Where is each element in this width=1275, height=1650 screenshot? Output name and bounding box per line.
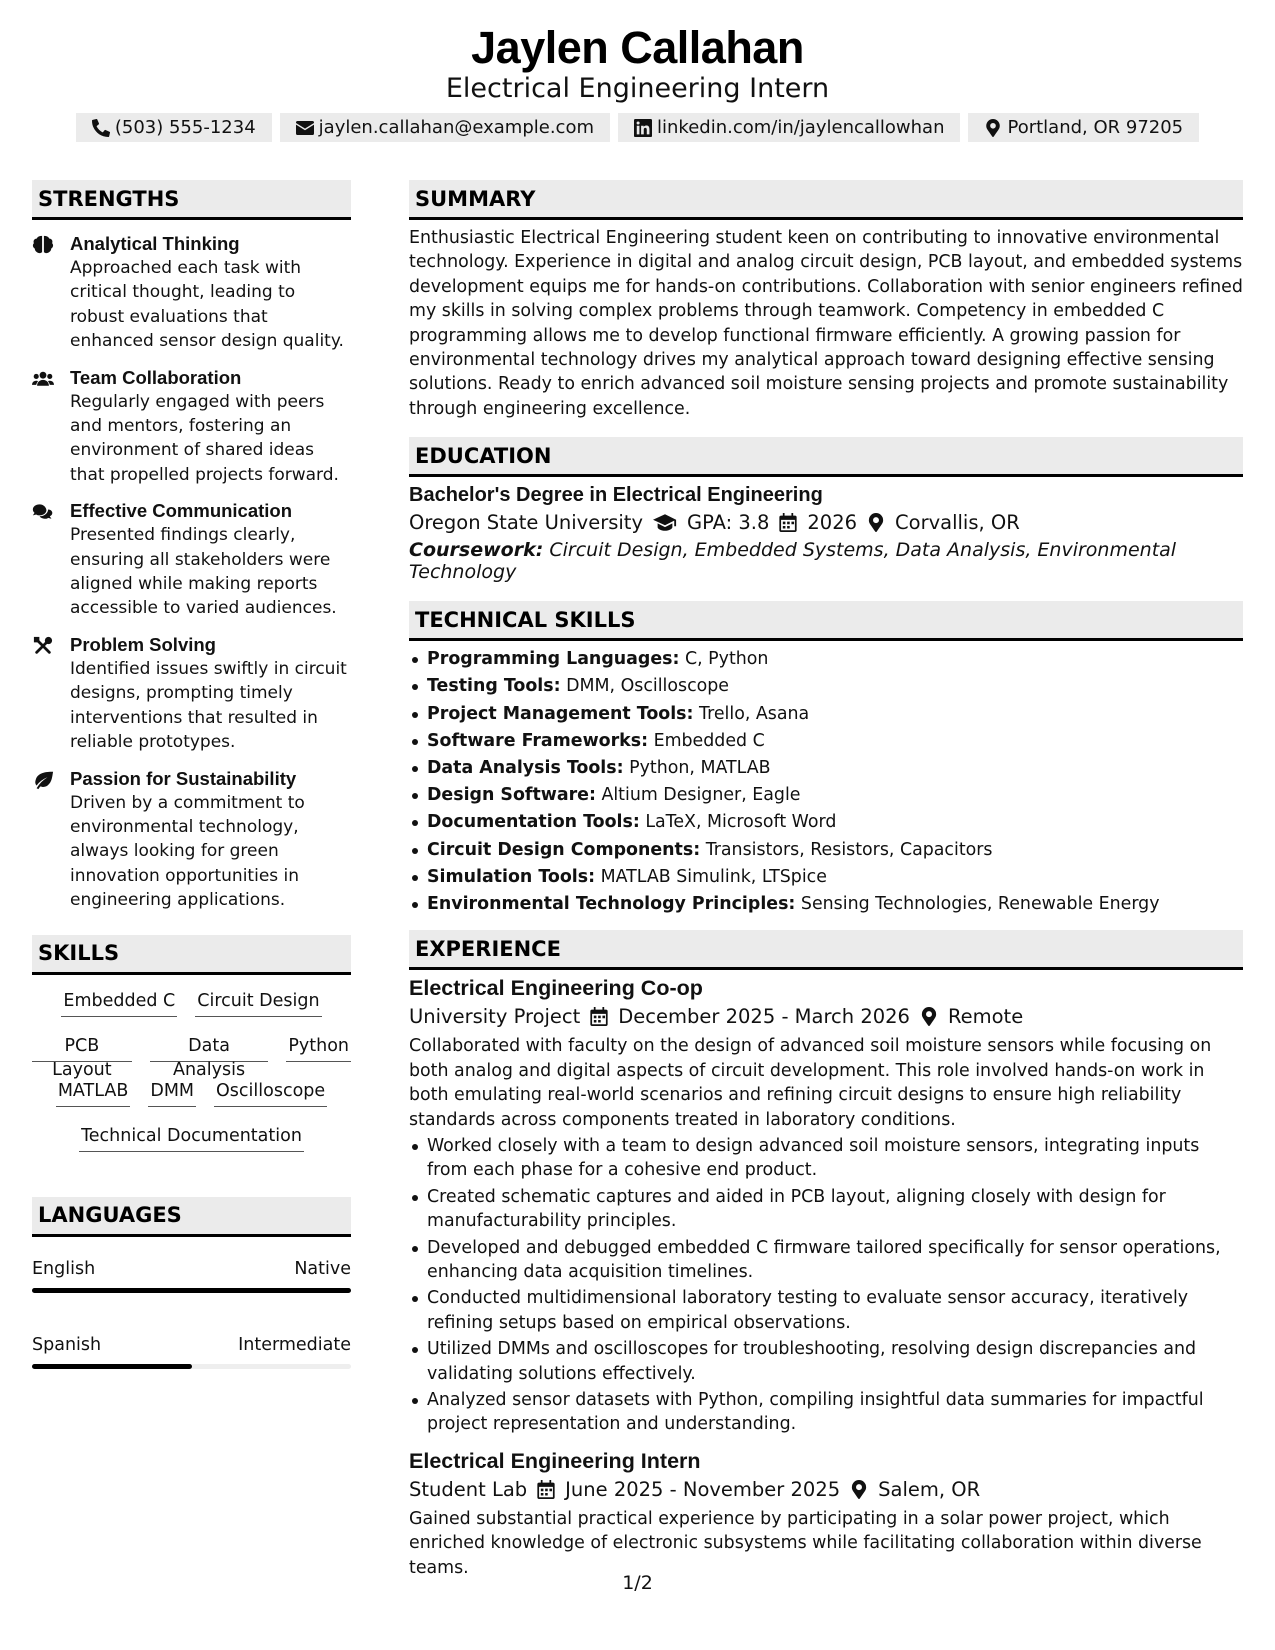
list-item: Programming Languages: C, Python	[409, 646, 1243, 673]
list-item: Developed and debugged embedded C firmware tailored specifically for sensor operations, enhancing data acquisition timelines.	[409, 1236, 1243, 1285]
list-item: Environmental Technology Principles: Sensing Technologies, Renewable Energy	[409, 891, 1243, 918]
skill-tag: MATLAB	[56, 1079, 131, 1107]
job-org: University Project	[409, 1005, 581, 1029]
graduation-year: 2026	[807, 511, 858, 535]
technical-skills-heading: TECHNICAL SKILLS	[409, 601, 1243, 641]
job-location: Remote	[947, 1005, 1024, 1029]
job-meta	[409, 1005, 1243, 1028]
job-bullets	[409, 1134, 1243, 1437]
contact-bar	[0, 113, 1275, 142]
language-level: Intermediate	[238, 1334, 351, 1355]
comments-icon	[32, 502, 54, 522]
language-bar-fill	[32, 1288, 351, 1293]
skill-tag: Technical Documentation	[79, 1124, 304, 1152]
list-item: Project Management Tools: Trello, Asana	[409, 701, 1243, 728]
skill-tag: DMM	[148, 1079, 196, 1107]
location-chip	[968, 113, 1199, 142]
coursework-label: Coursework:	[409, 539, 544, 562]
email-chip[interactable]	[280, 113, 610, 142]
strength-title: Problem Solving	[70, 633, 216, 655]
candidate-name: Jaylen Callahan	[471, 22, 804, 73]
left-column	[32, 180, 351, 1369]
language-bar-fill	[32, 1364, 192, 1369]
strength-desc: Identified issues swiftly in circuit designs, prompting timely interventions that resulted in reliable prototypes.	[70, 658, 347, 753]
school-name: Oregon State University	[409, 511, 643, 535]
phone-chip[interactable]	[76, 113, 272, 142]
map-pin-icon	[850, 1480, 868, 1499]
skill-tag: Embedded C	[61, 989, 177, 1017]
summary-heading: SUMMARY	[409, 180, 1243, 220]
list-item: Conducted multidimensional laboratory testing to evaluate sensor accuracy, iteratively refining setups based on empirical observations.	[409, 1286, 1243, 1335]
skill-tag: Circuit Design	[195, 989, 321, 1017]
language-level: Native	[294, 1258, 351, 1279]
strength-desc: Driven by a commitment to environmental technology, always looking for green innovation opportunities in engineering applications.	[70, 792, 305, 911]
list-item: Simulation Tools: MATLAB Simulink, LTSpice	[409, 864, 1243, 891]
list-item: Documentation Tools: LaTeX, Microsoft Word	[409, 809, 1243, 836]
strength-title: Passion for Sustainability	[70, 767, 297, 789]
calendar-icon	[590, 1007, 608, 1026]
language-bar	[32, 1288, 351, 1293]
envelope-icon	[296, 119, 314, 137]
strength-title: Team Collaboration	[70, 366, 242, 388]
education-meta	[409, 511, 1243, 534]
email-text: jaylen.callahan@example.com	[318, 117, 594, 138]
list-item: Analyzed sensor datasets with Python, compiling insightful data summaries for impactful project representation and understanding.	[409, 1388, 1243, 1437]
calendar-icon	[537, 1480, 555, 1499]
job-title: Electrical Engineering Co-op	[409, 976, 703, 1001]
list-item: Software Frameworks: Embedded C	[409, 728, 1243, 755]
list-item: Circuit Design Components: Transistors, Resistors, Capacitors	[409, 837, 1243, 864]
skill-tag: Oscilloscope	[214, 1079, 327, 1107]
job-dates: June 2025 - November 2025	[565, 1477, 841, 1501]
tools-icon	[32, 636, 54, 656]
job-title-heading: Electrical Engineering Intern	[445, 73, 830, 104]
education-heading: EDUCATION	[409, 437, 1243, 477]
job-title: Electrical Engineering Intern	[409, 1448, 701, 1473]
job-meta	[409, 1478, 1243, 1501]
map-pin-icon	[867, 513, 885, 532]
language-name: Spanish	[32, 1334, 102, 1355]
languages-heading: LANGUAGES	[32, 1197, 351, 1237]
language-item	[32, 1335, 351, 1369]
list-item: Testing Tools: DMM, Oscilloscope	[409, 673, 1243, 700]
list-item: Data Analysis Tools: Python, MATLAB	[409, 755, 1243, 782]
gpa: GPA: 3.8	[686, 511, 770, 535]
summary-text: Enthusiastic Electrical Engineering student keen on contributing to innovative environmental technology. Experience in digital and analog circuit design, PCB layout, and embedded systems development equips me for hands-on contributions. Collaboration with senior engineers refined my skills in solving complex problems through teamwork. Competency in embedded C programming allows me to develop functional firmware efficiently. A growing passion for environmental technology drives my analytical approach toward designing effective sensing solutions. Ready to enrich advanced soil moisture sensing projects and promote sustainability through engineering excellence.	[409, 228, 1243, 419]
phone-icon	[92, 119, 110, 137]
linkedin-chip[interactable]	[618, 113, 960, 142]
skills-tags	[32, 975, 351, 1169]
skills-heading: SKILLS	[32, 935, 351, 975]
map-pin-icon	[984, 119, 1002, 137]
strength-item	[32, 366, 351, 488]
graduation-cap-icon	[653, 513, 677, 532]
coursework-list: Circuit Design, Embedded Systems, Data Analysis, Environmental Technology	[409, 539, 1177, 584]
right-column	[409, 180, 1243, 1580]
experience-heading: EXPERIENCE	[409, 930, 1243, 970]
language-name: English	[32, 1258, 96, 1279]
strength-item	[32, 499, 351, 621]
strength-item	[32, 633, 351, 755]
map-pin-icon	[920, 1007, 938, 1026]
degree-title: Bachelor's Degree in Electrical Engineering	[409, 484, 823, 507]
list-item: Design Software: Altium Designer, Eagle	[409, 782, 1243, 809]
skill-tag: Data Analysis	[150, 1034, 269, 1062]
strength-title: Analytical Thinking	[70, 233, 240, 254]
leaf-icon	[32, 770, 54, 790]
education-location: Corvallis, OR	[895, 511, 1020, 535]
strength-item	[32, 767, 351, 913]
linkedin-text: linkedin.com/in/jaylencallowhan	[657, 117, 945, 138]
users-icon	[32, 369, 54, 389]
skill-tag: Python	[286, 1034, 351, 1062]
skill-tag: PCB Layout	[32, 1034, 132, 1062]
strength-title: Effective Communication	[70, 500, 293, 522]
strength-item	[32, 232, 351, 354]
list-item: Utilized DMMs and oscilloscopes for troubleshooting, resolving design discrepancies and validating solutions effectively.	[409, 1337, 1243, 1386]
strength-desc: Approached each task with critical thought, leading to robust evaluations that enhanced sensor design quality.	[70, 258, 344, 352]
brain-icon	[32, 235, 54, 255]
strength-desc: Regularly engaged with peers and mentors, fostering an environment of shared ideas that propelled projects forward.	[70, 391, 339, 485]
location-text: Portland, OR 97205	[1007, 117, 1184, 138]
phone-text: (503) 555-1234	[114, 117, 256, 138]
technical-skills-list	[409, 646, 1243, 918]
page-number: 1/2	[622, 1572, 653, 1594]
job-dates: December 2025 - March 2026	[618, 1005, 910, 1029]
job-description: Collaborated with faculty on the design of advanced soil moisture sensors while focusing on both analog and digital aspects of circuit development. This role involved hands-on work in both emulating real-world scenarios and refining circuit designs to ensure high reliability standards across components treated in laboratory conditions.	[409, 1036, 1212, 1130]
list-item: Worked closely with a team to design advanced soil moisture sensors, integrating inputs from each phase for a cohesive end product.	[409, 1134, 1243, 1183]
strength-desc: Presented findings clearly, ensuring all stakeholders were aligned while making reports accessible to varied audiences.	[70, 525, 337, 619]
job-location: Salem, OR	[878, 1477, 981, 1501]
job-org: Student Lab	[409, 1477, 528, 1501]
calendar-icon	[779, 513, 797, 532]
linkedin-icon	[634, 119, 652, 137]
language-item	[32, 1259, 351, 1293]
job-description: Gained substantial practical experience by participating in a solar power project, which enriched knowledge of electronic subsystems while facilitating collaboration within diverse teams.	[409, 1508, 1202, 1578]
coursework	[409, 539, 1243, 583]
language-bar	[32, 1364, 351, 1369]
list-item: Created schematic captures and aided in PCB layout, aligning closely with design for manufacturability principles.	[409, 1185, 1243, 1234]
strengths-heading: STRENGTHS	[32, 180, 351, 220]
